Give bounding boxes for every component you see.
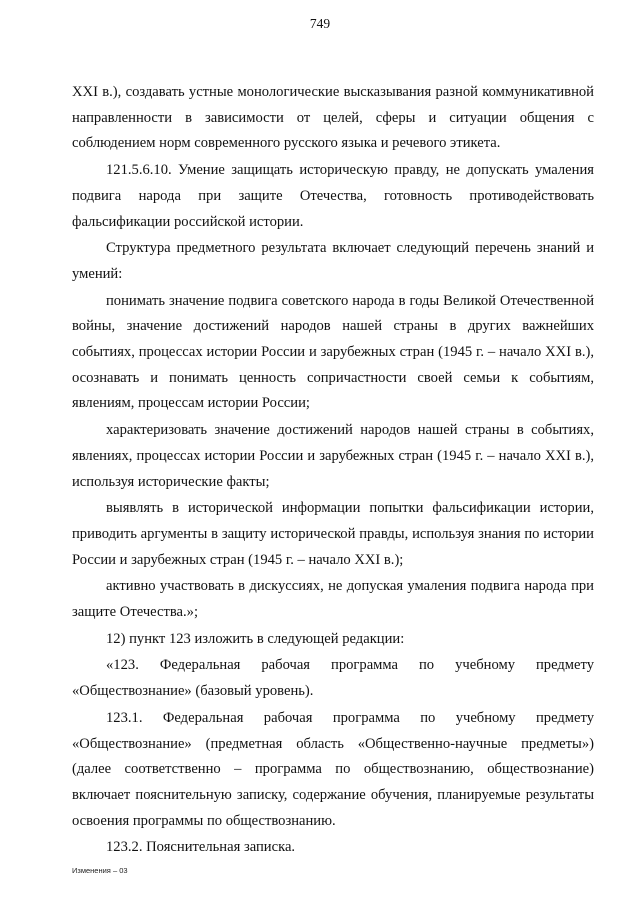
paragraph-121-5-6-10: 121.5.6.10. Умение защищать историческую правду, не допускать умаления подвига народа при защите Отечества, готовность противодействовать фальсификации российской истории. (72, 162, 594, 230)
paragraph-123-1: 123.1. Федеральная рабочая программа по учебному предмету «Обществознание» (предметная область «Общественно-научные предметы») (далее соответственно – программа по обществознанию, обществознание) включает пояснительную записку, содержание обучения, планируемые результаты освоения программы по обществознанию. (72, 709, 594, 829)
footer-revision: Изменения – 03 (72, 866, 128, 875)
list-item-participate: активно участвовать в дискуссиях, не допуская умаления подвига народа при защите Отечества.»; (72, 578, 594, 621)
document-body (72, 80, 594, 861)
list-item-identify: выявлять в исторической информации попытки фальсификации истории, приводить аргументы в защиту исторической правды, используя знания по истории России и зарубежных стран (1945 г. – начало XXI в.); (72, 500, 594, 568)
paragraph-item-12: 12) пункт 123 изложить в следующей редакции: (106, 630, 405, 647)
paragraph-structure-intro: Структура предметного результата включает следующий перечень знаний и умений: (72, 240, 594, 282)
page-number: 749 (309, 16, 331, 31)
paragraph-continuation: XXI в.), создавать устные монологические высказывания разной коммуникативной направленности в зависимости от целей, сферы и ситуации общения с соблюдением норм современного русского языка и речевого этикета. (72, 84, 594, 152)
paragraph-123-title: «123. Федеральная рабочая программа по учебному предмету «Обществознание» (базовый уровень). (72, 657, 594, 700)
list-item-understand: понимать значение подвига советского народа в годы Великой Отечественной войны, значение достижений народов нашей страны в других важнейших событиях, процессах истории России и зарубежных стран (1945 г. – начало XXI в.), осознавать и понимать ценность сопричастности своей семьи к событиям, явлениям, процессам истории России; (72, 292, 594, 412)
paragraph-123-2: 123.2. Пояснительная записка. (106, 839, 296, 856)
list-item-characterize: характеризовать значение достижений народов нашей страны в событиях, явлениях, процессах истории России и зарубежных стран (1945 г. – начало XXI в.), используя исторические факты; (72, 422, 594, 490)
